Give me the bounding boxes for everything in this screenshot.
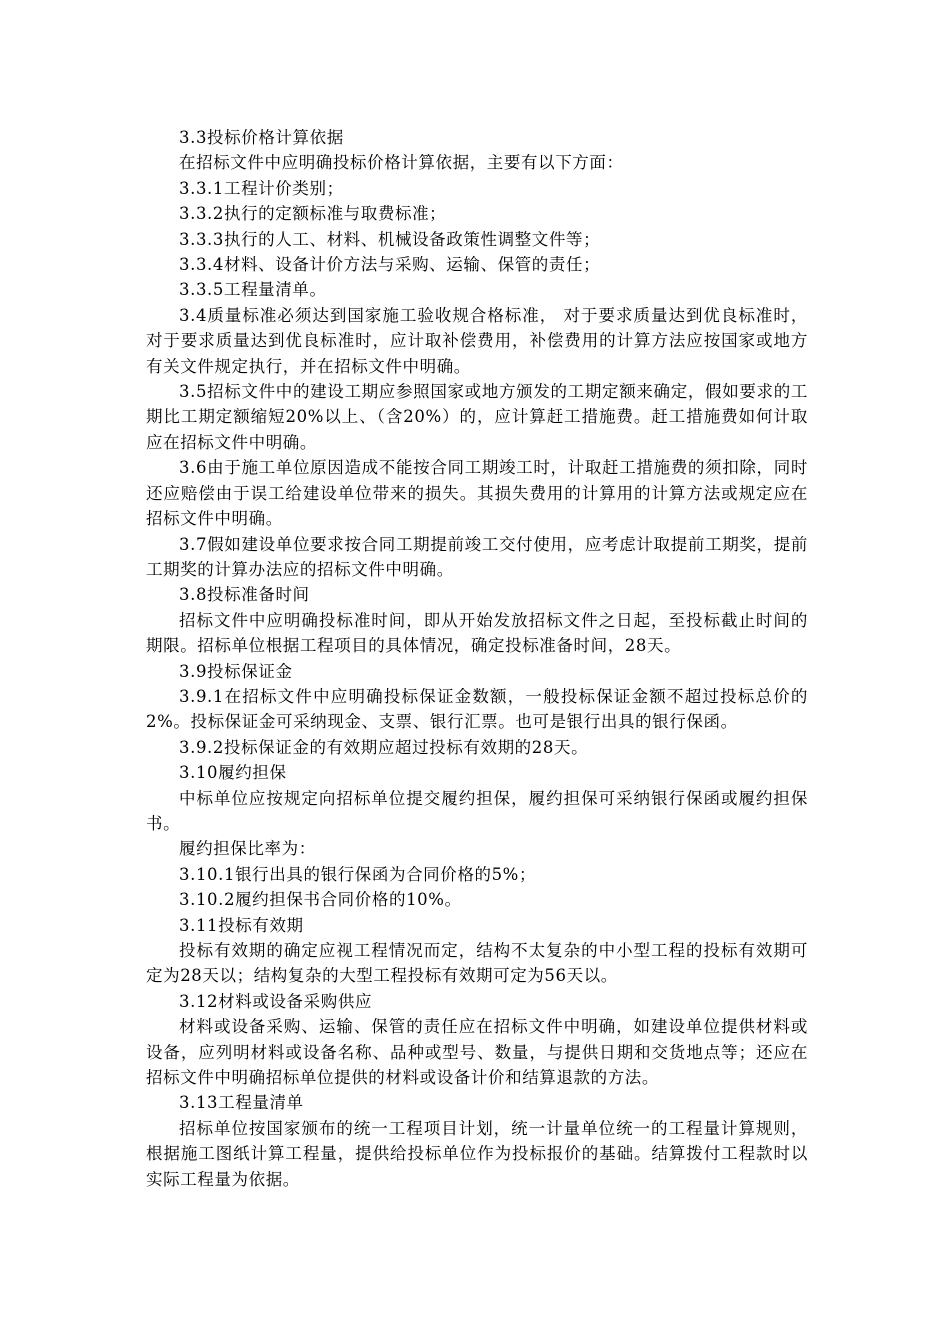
paragraph: 材料或设备采购、运输、保管的责任应在招标文件中明确，如建设单位提供材料或设备，应列明材料或设备名称、品种或型号、数量，与提供日期和交货地点等；还应在招标文件中明确招标单位提供的材料或设备计价和结算退款的方法。: [146, 1017, 808, 1088]
paragraph: 投标有效期的确定应视工程情况而定，结构不太复杂的中小型工程的投标有效期可定为28天以；结构复杂的大型工程投标有效期可定为56天以。: [146, 941, 808, 986]
paragraph: 在招标文件中应明确投标价格计算依据，主要有以下方面：: [179, 153, 624, 173]
paragraph: 3.9.1在招标文件中应明确投标保证金数额，一般投标保证金额不超过投标总价的2%。投标保证金可采纳现金、支票、银行汇票。也可是银行出具的银行保函。: [146, 686, 808, 732]
section-heading-3-13: 3.13工程量清单: [179, 1093, 304, 1113]
paragraph: 3.5招标文件中的建设工期应参照国家或地方颁发的工期定额来确定，假如要求的工期比工期定额缩短20%以上、（含20%）的，应计算赶工措施费。赶工措施费如何计取应在招标文件中明确。: [146, 382, 808, 452]
list-item: 3.10.2履约担保书合同价格的10%。: [179, 890, 462, 910]
paragraph: 3.9.2投标保证金的有效期应超过投标有效期的28天。: [179, 737, 589, 757]
paragraph: 3.6由于施工单位原因造成不能按合同工期竣工时，计取赶工措施费的须扣除，同时还应赔偿由于误工给建设单位带来的损失。其损失费用的计算用的计算方法或规定应在招标文件中明确。: [146, 458, 808, 529]
section-heading-3-3: 3.3投标价格计算依据: [179, 128, 344, 147]
paragraph: 履约担保比率为：: [179, 839, 316, 859]
paragraph: 中标单位应按规定向招标单位提交履约担保，履约担保可采纳银行保函或履约担保书。: [146, 788, 808, 833]
document-body: [146, 125, 808, 1192]
list-item: 3.3.3执行的人工、材料、机械设备政策性调整文件等；: [179, 229, 601, 249]
list-item: 3.3.5工程量清单。: [179, 280, 327, 300]
list-item: 3.3.4材料、设备计价方法与采购、运输、保管的责任；: [179, 255, 601, 275]
section-heading-3-12: 3.12材料或设备采购供应: [179, 991, 373, 1011]
section-heading-3-9: 3.9投标保证金: [179, 661, 293, 681]
section-heading-3-11: 3.11投标有效期: [179, 915, 304, 935]
section-heading-3-10: 3.10履约担保: [179, 763, 287, 783]
paragraph: 招标文件中应明确投标准时间，即从开始发放招标文件之日起，至投标截止时间的期限。招标单位根据工程项目的具体情况，确定投标准备时间，28天。: [146, 610, 808, 656]
section-heading-3-8: 3.8投标准备时间: [179, 585, 310, 605]
list-item: 3.3.2执行的定额标准与取费标准；: [179, 204, 447, 224]
paragraph: 3.7假如建设单位要求按合同工期提前竣工交付使用，应考虑计取提前工期奖，提前工期奖的计算办法应的招标文件中明确。: [146, 534, 808, 579]
paragraph: 招标单位按国家颁布的统一工程项目计划，统一计量单位统一的工程量计算规则，根据施工图纸计算工程量，提供给投标单位作为投标报价的基础。结算拨付工程款时以实际工程量为依据。: [146, 1118, 808, 1189]
list-item: 3.10.1银行出具的银行保函为合同价格的5%；: [179, 864, 537, 884]
paragraph: 3.4质量标准必须达到国家施工验收规合格标准， 对于要求质量达到优良标准时，对于要求质量达到优良标准时，应计取补偿费用，补偿费用的计算方法应按国家或地方有关文件规定执行，并在招标文件中明确。: [146, 305, 808, 376]
list-item: 3.3.1工程计价类别；: [179, 178, 344, 198]
